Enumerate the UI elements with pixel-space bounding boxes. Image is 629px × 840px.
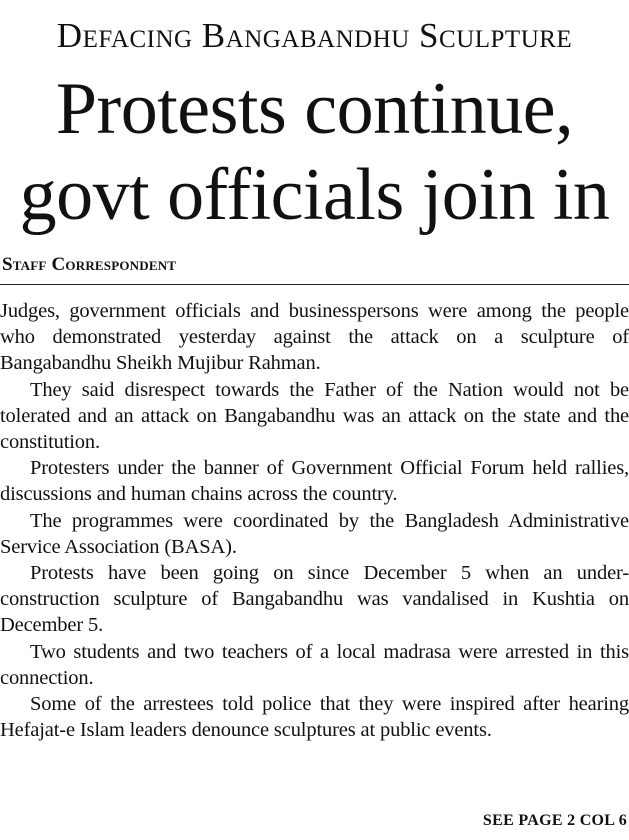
headline-line-2: govt officials join in bbox=[19, 154, 610, 236]
byline-divider bbox=[0, 284, 629, 285]
section-kicker: Defacing Bangabandhu Sculpture bbox=[56, 16, 573, 55]
article-paragraph: Some of the arrestees told police that they were inspired after hearing Hefajat-e Islam leaders denounce sculptures at public events. bbox=[0, 693, 629, 742]
article-paragraph: Two students and two teachers of a local madrasa were arrested in this connection. bbox=[0, 640, 629, 689]
article-paragraph: They said disrespect towards the Father of the Nation would not be tolerated and an attack on Bangabandhu was an attack on the state and the constitution. bbox=[0, 378, 629, 454]
article-paragraph: Protesters under the banner of Government Official Forum held rallies, discussions and human chains across the country. bbox=[0, 457, 629, 506]
byline: Staff Correspondent bbox=[2, 254, 177, 275]
headline bbox=[0, 66, 629, 238]
continued-on-page-link[interactable]: SEE PAGE 2 COL 6 bbox=[482, 812, 627, 829]
article-paragraph: Judges, government officials and businesspersons were among the people who demonstrated yesterday against the attack on a sculpture of Bangabandhu Sheikh Mujibur Rahman. bbox=[0, 300, 629, 375]
article-paragraph: The programmes were coordinated by the Bangladesh Administrative Service Association (BASA). bbox=[0, 509, 629, 558]
headline-line-1: Protests continue, bbox=[55, 68, 574, 150]
article-body bbox=[0, 298, 629, 743]
article-paragraph: Protests have been going on since December 5 when an under-construction sculpture of Bangabandhu was vandalised in Kushtia on December 5. bbox=[0, 562, 629, 637]
